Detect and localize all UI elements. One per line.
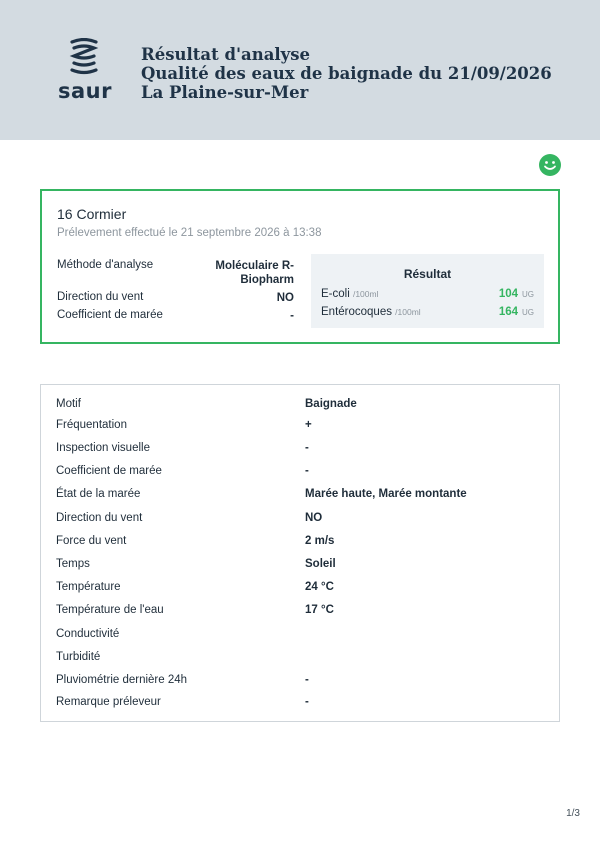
sample-info: Prélevement effectué le 21 septembre 2026 à 13:38 xyxy=(57,227,322,239)
page-header xyxy=(0,0,600,140)
detail-value: - xyxy=(305,442,309,454)
detail-value: 17 °C xyxy=(305,604,334,616)
detail-value: + xyxy=(305,419,312,431)
detail-value: Soleil xyxy=(305,558,336,570)
brand-name: saur xyxy=(58,79,112,103)
detail-label: Force du vent xyxy=(56,535,127,547)
detail-label: Température de l'eau xyxy=(56,604,164,616)
detail-value: 24 °C xyxy=(305,581,334,593)
detail-label: Inspection visuelle xyxy=(56,442,150,454)
measure-ecoli-value: 104 xyxy=(498,288,518,300)
result-panel xyxy=(311,254,544,328)
details-table xyxy=(40,384,560,722)
detail-value: - xyxy=(305,696,309,708)
measure-ecoli-value-unit: UG xyxy=(522,290,534,299)
smiley-icon xyxy=(539,154,561,176)
saur-logo xyxy=(58,38,110,104)
waves-icon xyxy=(64,38,104,76)
measure-name-enterococci xyxy=(321,306,421,318)
title-line-2: Qualité des eaux de baignade du 21/09/2026 xyxy=(141,64,552,83)
detail-value: - xyxy=(305,465,309,477)
detail-label: Température xyxy=(56,581,121,593)
measure-name-ecoli xyxy=(321,288,378,300)
detail-label: Motif xyxy=(56,398,81,410)
meta-value-method xyxy=(215,259,294,287)
title-line-3: La Plaine-sur-Mer xyxy=(141,83,309,102)
detail-value: NO xyxy=(305,512,323,524)
detail-label: Temps xyxy=(56,558,90,570)
document-title xyxy=(141,45,552,102)
meta-value-method-line1: Moléculaire R- xyxy=(215,260,294,272)
detail-label: Fréquentation xyxy=(56,419,127,431)
detail-label: Turbidité xyxy=(56,651,101,663)
measure-enterococci-value-unit: UG xyxy=(522,308,534,317)
detail-label: Coefficient de marée xyxy=(56,465,162,477)
meta-label-method: Méthode d'analyse xyxy=(57,259,154,271)
measure-value-enterococci xyxy=(499,306,534,318)
meta-value-wind: NO xyxy=(276,292,294,304)
site-name: 16 Cormier xyxy=(57,206,127,222)
detail-value: Marée haute, Marée montante xyxy=(305,488,467,500)
measure-ecoli-unit: /100ml xyxy=(352,289,379,299)
meta-value-tide: - xyxy=(290,310,294,322)
meta-label-wind: Direction du vent xyxy=(57,291,144,303)
result-panel-title: Résultat xyxy=(403,267,452,281)
detail-label: Pluviométrie dernière 24h xyxy=(56,674,188,686)
title-line-1: Résultat d'analyse xyxy=(141,45,311,64)
meta-value-method-line2: Biopharm xyxy=(240,274,294,286)
detail-value: - xyxy=(305,674,309,686)
result-card xyxy=(40,189,560,344)
detail-label: Direction du vent xyxy=(56,512,143,524)
measure-value-ecoli xyxy=(499,288,534,300)
measure-enterococci-unit: /100ml xyxy=(395,307,421,317)
measure-ecoli-label: E-coli xyxy=(321,288,350,300)
detail-value: Baignade xyxy=(305,398,357,410)
meta-label-tide: Coefficient de marée xyxy=(57,309,163,321)
detail-value: 2 m/s xyxy=(305,535,335,547)
detail-label: Conductivité xyxy=(56,628,120,640)
measure-enterococci-value: 164 xyxy=(498,306,518,318)
page-number: 1/3 xyxy=(566,808,580,819)
detail-label: Remarque préleveur xyxy=(56,696,161,708)
measure-enterococci-label: Entérocoques xyxy=(321,306,392,318)
detail-label: État de la marée xyxy=(56,488,141,500)
